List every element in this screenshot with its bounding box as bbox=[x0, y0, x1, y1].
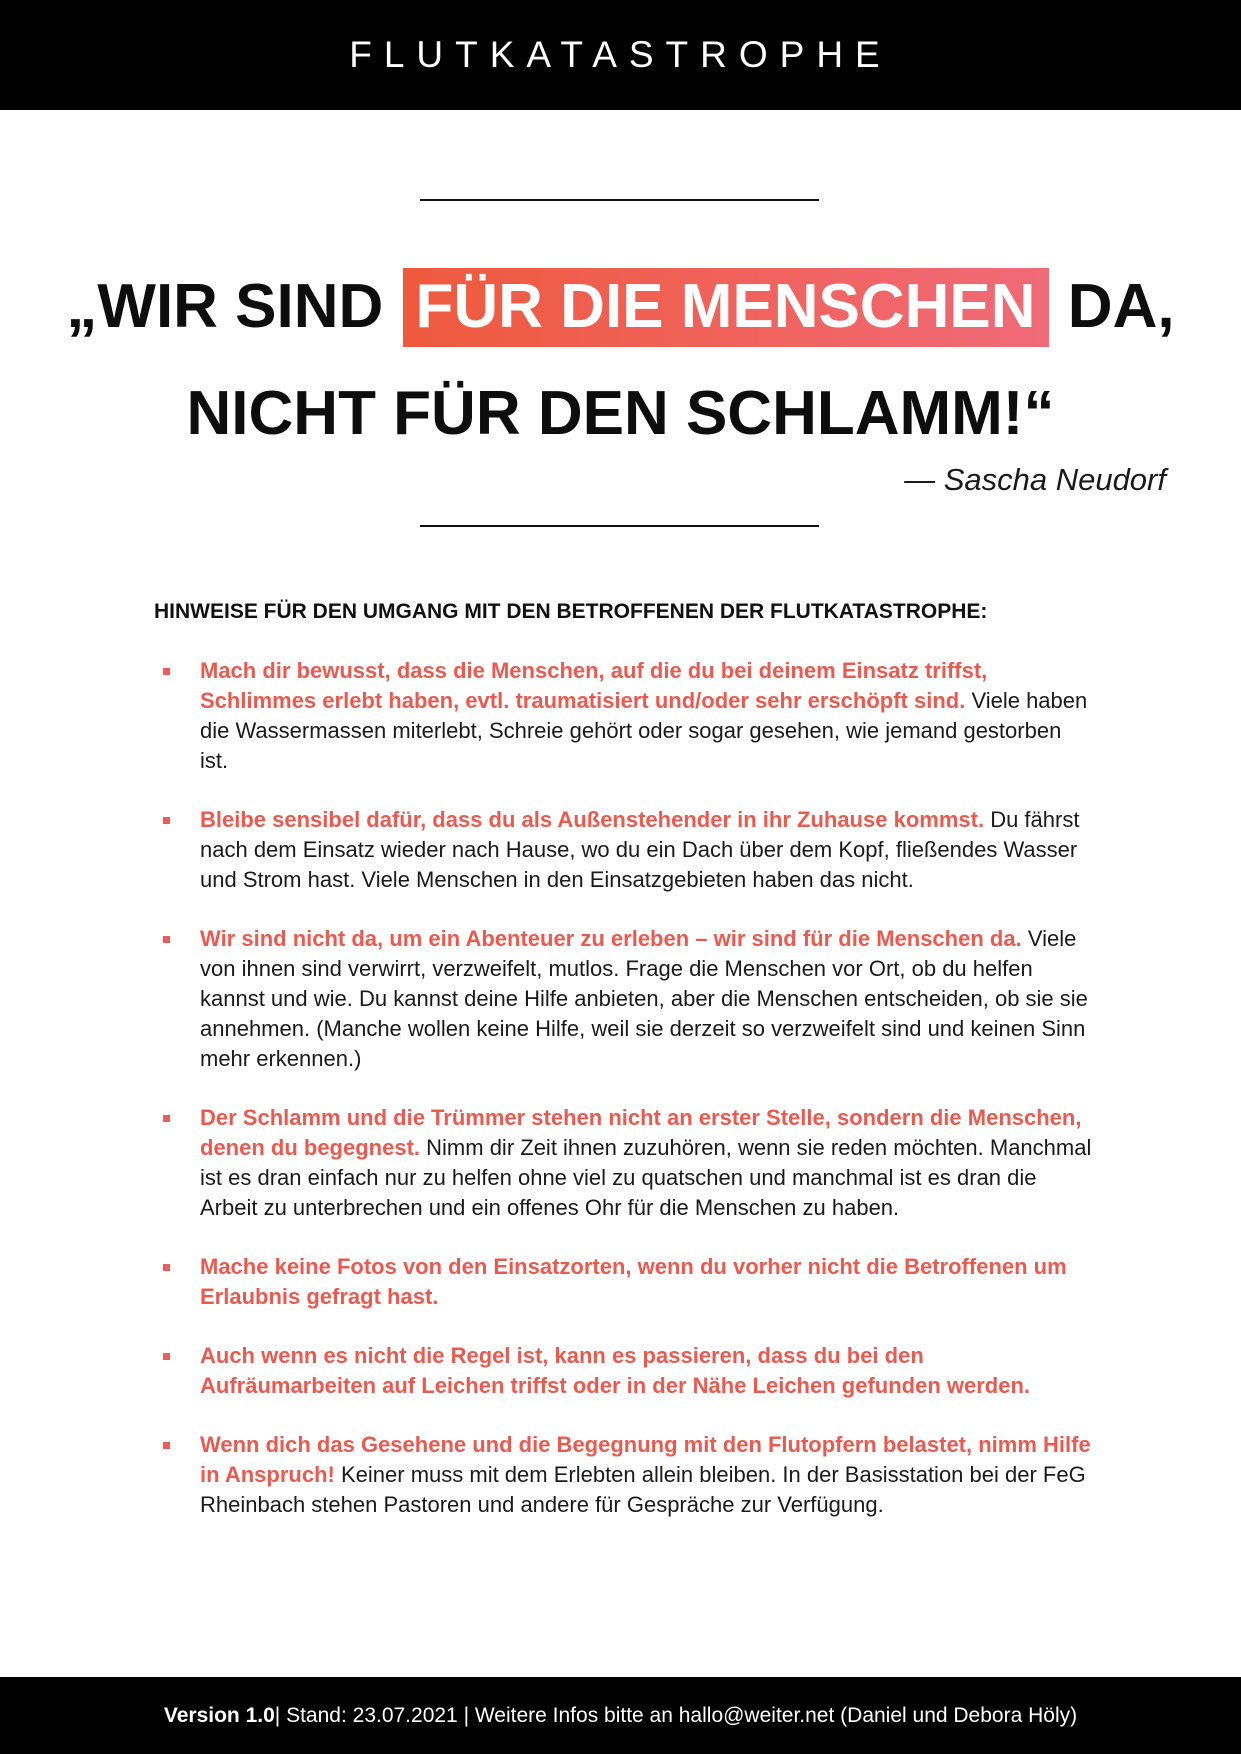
note-lead: Mache keine Fotos von den Einsatzorten, wenn du vorher nicht die Betroffenen um Erlaubnis gefragt hast. bbox=[200, 1254, 1067, 1309]
quote-line-1-end: DA, bbox=[1067, 272, 1175, 341]
list-item bbox=[163, 805, 1093, 895]
bottom-divider bbox=[420, 525, 819, 527]
quote-line-1 bbox=[0, 268, 1241, 347]
header-title: FLUTKATASTROPHE bbox=[349, 34, 892, 75]
quote-line-2-text: NICHT FÜR DEN SCHLAMM!“ bbox=[186, 379, 1055, 448]
list-item bbox=[163, 924, 1093, 1074]
list-item bbox=[163, 1430, 1093, 1520]
quote-line-1-start: „WIR SIND bbox=[66, 272, 384, 341]
note-lead: Wir sind nicht da, um ein Abenteuer zu erleben – wir sind für die Menschen da. bbox=[200, 926, 1022, 951]
page-header bbox=[0, 0, 1241, 110]
note-text: Du fährst nach dem Einsatz wieder nach Hause, wo du ein Dach über dem Kopf, fließendes Wasser und Strom hast. Viele Menschen in den Einsatzgebieten haben das nicht. bbox=[200, 807, 1080, 892]
quote-attribution: — Sascha Neudorf bbox=[904, 462, 1166, 497]
bullet-icon bbox=[163, 936, 170, 943]
note-text: Nimm dir Zeit ihnen zuzuhören, wenn sie reden möchten. Manchmal ist es dran einfach nur zu helfen ohne viel zu quatschen und manchmal ist es dran die Arbeit zu unterbrechen und ein offenes Ohr für die Menschen zu haben. bbox=[200, 1135, 1092, 1220]
note-text: Keiner muss mit dem Erlebten allein bleiben. In der Basisstation bei der FeG Rheinbach stehen Pastoren und andere für Gespräche zur Verfügung. bbox=[200, 1462, 1086, 1517]
notes-heading: HINWEISE FÜR DEN UMGANG MIT DEN BETROFFENEN DER FLUTKATASTROPHE: bbox=[154, 600, 988, 623]
list-item bbox=[163, 1252, 1093, 1312]
page-footer bbox=[0, 1677, 1241, 1754]
bullet-icon bbox=[163, 1264, 170, 1271]
notes-list bbox=[163, 656, 1093, 1549]
bullet-icon bbox=[163, 1115, 170, 1122]
footer-info: | Stand: 23.07.2021 | Weitere Infos bitte an hallo@weiter.net (Daniel und Debora Höly) bbox=[274, 1703, 1078, 1727]
list-item bbox=[163, 656, 1093, 776]
note-lead: Wenn dich das Gesehene und die Begegnung mit den Flutopfern belastet, nimm Hilfe in Anspruch! bbox=[200, 1432, 1091, 1487]
list-item bbox=[163, 1103, 1093, 1223]
bullet-icon bbox=[163, 1442, 170, 1449]
top-divider bbox=[420, 199, 819, 201]
note-lead: Auch wenn es nicht die Regel ist, kann es passieren, dass du bei den Aufräumarbeiten auf Leichen triffst oder in der Nähe Leichen gefunden werden. bbox=[200, 1343, 1031, 1398]
bullet-icon bbox=[163, 817, 170, 824]
quote-highlight: FÜR DIE MENSCHEN bbox=[403, 268, 1049, 347]
note-text: Viele haben die Wassermassen miterlebt, Schreie gehört oder sogar gesehen, wie jemand gestorben ist. bbox=[200, 688, 1088, 773]
note-lead: Der Schlamm und die Trümmer stehen nicht an erster Stelle, sondern die Menschen, denen du begegnest. bbox=[200, 1105, 1082, 1160]
footer-version: Version 1.0 bbox=[163, 1703, 275, 1727]
bullet-icon bbox=[163, 1353, 170, 1360]
quote-line-2 bbox=[0, 379, 1241, 448]
note-text: Viele von ihnen sind verwirrt, verzweifelt, mutlos. Frage die Menschen vor Ort, ob du helfen kannst und wie. Du kannst deine Hilfe anbieten, aber die Menschen entscheiden, ob sie sie annehmen. (Manche wollen keine Hilfe, weil sie derzeit so verzweifelt sind und keinen Sinn mehr erkennen.) bbox=[200, 926, 1088, 1071]
note-lead: Mach dir bewusst, dass die Menschen, auf die du bei deinem Einsatz triffst, Schlimmes erlebt haben, evtl. traumatisiert und/oder sehr erschöpft sind. bbox=[200, 658, 988, 713]
note-lead: Bleibe sensibel dafür, dass du als Außenstehender in ihr Zuhause kommst. bbox=[200, 807, 985, 832]
list-item bbox=[163, 1341, 1093, 1401]
bullet-icon bbox=[163, 668, 170, 675]
